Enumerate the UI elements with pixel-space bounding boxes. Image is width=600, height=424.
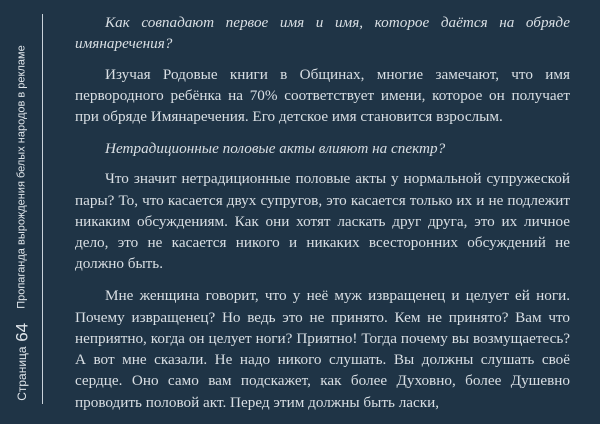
page-label: Страница (15, 346, 29, 401)
answer-paragraph: Мне женщина говорит, что у неё муж извращенец и целует ей ноги. Почему извращенец? Но ведь это не принято. Кем не принято? Вам что неприятно, когда он целует ноги? Приятно! Тогда почему вы возмущаетесь? А вот мне сказали. Не надо никого слушать. Вы должны слушать своё сердце. Оно само вам подскажет, как более Духовно, более Душевно проводить половой акт. Перед этим должны быть ласки, (75, 287, 570, 411)
sidebar (0, 0, 44, 423)
sidebar-divider (42, 14, 43, 404)
sidebar-vertical-text (0, 45, 44, 401)
question-paragraph: Нетрадиционные половые акты влияют на спектр? (105, 139, 446, 157)
page-body (75, 12, 570, 424)
answer-paragraph: Изучая Родовые книги в Общинах, многие замечают, что имя первородного ребёнка на 70% соответствует имени, которое он получает при обряде Имянаречения. Его детское имя становится взрослым. (75, 65, 570, 126)
answer-paragraph: Что значит нетрадиционные половые акты у нормальной супружеской пары? То, что касается двух супругов, это касается только их и не подлежит никаким обсуждениям. Как они хотят ласкать друг друга, это их личное дело, это не касается никого и никаких всесторонних обсуждений не должно быть. (75, 170, 570, 273)
question-paragraph: Как совпадают первое имя и имя, которое даётся на обряде имянаречения? (75, 14, 570, 53)
running-title: Пропаганда вырождения белых народов в рекламе (15, 45, 28, 309)
page-number: 64 (12, 322, 32, 342)
